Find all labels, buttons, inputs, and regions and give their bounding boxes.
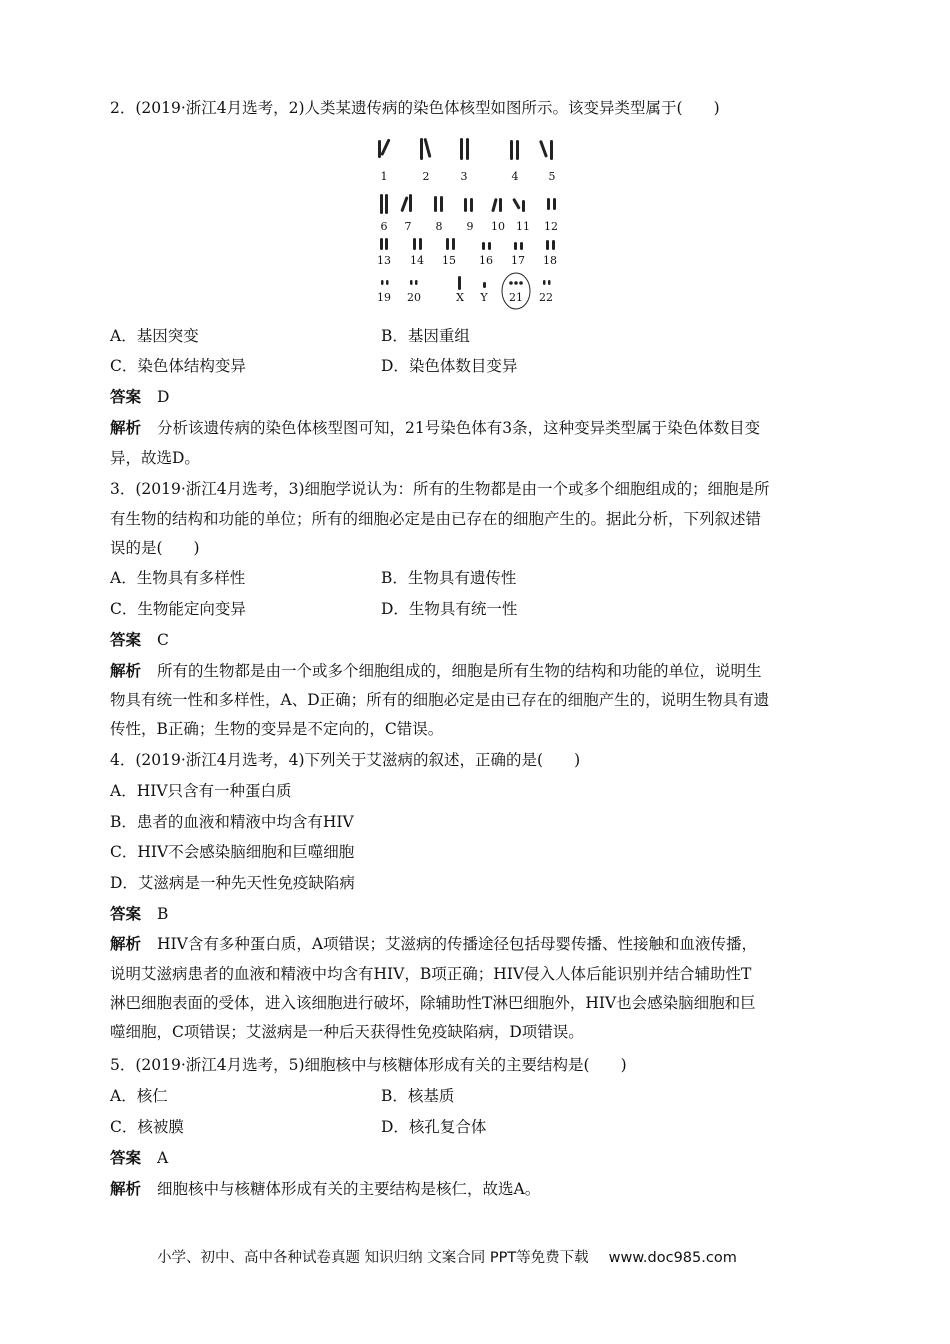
answer-value: D — [157, 388, 170, 406]
answer-label: 答案 — [110, 904, 142, 923]
q3-stem: 3．(2019·浙江4月选考，3)细胞学说认为：所有的生物都是由一个或多个细胞组成的；细胞是所 — [110, 480, 770, 498]
karyotype-label: 15 — [442, 254, 456, 267]
q5-answer — [110, 1148, 168, 1168]
q5-option-a: A．核仁 — [110, 1087, 168, 1105]
chromosome-row-3 — [380, 238, 555, 250]
karyotype-label: 5 — [548, 170, 556, 183]
karyotype-figure — [360, 130, 570, 310]
q4-option-d: D．艾滋病是一种先天性免疫缺陷病 — [110, 874, 355, 892]
answer-label: 答案 — [110, 630, 142, 649]
q4-analysis — [110, 934, 757, 954]
analysis-label: 解析 — [110, 418, 142, 437]
karyotype-label: 16 — [479, 254, 493, 267]
footer-text: 小学、初中、高中各种试卷真题 知识归纳 文案合同 PPT等免费下载 — [157, 1250, 589, 1266]
analysis-label: 解析 — [110, 934, 142, 953]
q2-option-c: C．染色体结构变异 — [110, 357, 246, 375]
analysis-text: 所有的生物都是由一个或多个细胞组成的，细胞是所有生物的结构和功能的单位，说明生 — [157, 662, 762, 680]
answer-value: A — [157, 1149, 169, 1167]
answer-label: 答案 — [110, 387, 142, 406]
q3-stem-cont: 误的是( ) — [110, 539, 200, 557]
karyotype-label: 21 — [509, 291, 523, 304]
answer-label: 答案 — [110, 1148, 142, 1167]
q4-option-b: B．患者的血液和精液中均含有HIV — [110, 813, 354, 831]
analysis-label: 解析 — [110, 1179, 142, 1198]
q3-stem-cont: 有生物的结构和功能的单位；所有的细胞必定是由已存在的细胞产生的。据此分析，下列叙述错 — [110, 510, 762, 528]
q4-option-a: A．HIV只含有一种蛋白质 — [110, 782, 292, 800]
analysis-label: 解析 — [110, 661, 142, 680]
q5-option-d: D．核孔复合体 — [381, 1118, 487, 1136]
q5-analysis — [110, 1179, 540, 1199]
q4-option-c: C．HIV不会感染脑细胞和巨噬细胞 — [110, 843, 355, 861]
q3-analysis-cont: 传性，B正确；生物的变异是不定向的，C错误。 — [110, 720, 444, 738]
karyotype-label: 7 — [404, 220, 412, 233]
karyotype-label: 2 — [422, 170, 430, 183]
analysis-text: HIV含有多种蛋白质，A项错误；艾滋病的传播途径包括母婴传播、性接触和血液传播， — [157, 935, 758, 953]
q3-analysis-cont: 物具有统一性和多样性，A、D正确；所有的细胞必定是由已存在的细胞产生的，说明生物具有遗 — [110, 691, 770, 709]
answer-value: C — [157, 631, 169, 649]
karyotype-label: 12 — [544, 220, 558, 233]
q4-analysis-cont: 噬细胞，C项错误；艾滋病是一种后天获得性免疫缺陷病，D项错误。 — [110, 1023, 584, 1041]
karyotype-label: 3 — [460, 170, 468, 183]
karyotype-label: Y — [480, 291, 488, 304]
q2-stem: 2．(2019·浙江4月选考，2)人类某遗传病的染色体核型如图所示。该变异类型属于( ) — [110, 99, 720, 117]
karyotype-label: 1 — [380, 170, 388, 183]
karyotype-label: 18 — [543, 254, 557, 267]
karyotype-label: 4 — [511, 170, 519, 183]
q3-analysis — [110, 661, 762, 681]
q4-answer — [110, 904, 168, 924]
analysis-text: 分析该遗传病的染色体核型图可知，21号染色体有3条，这种变异类型属于染色体数目变 — [157, 419, 761, 437]
q4-analysis-cont: 说明艾滋病患者的血液和精液中均含有HIV，B项正确；HIV侵入人体后能识别并结合辅助性T — [110, 965, 752, 983]
q3-option-a: A．生物具有多样性 — [110, 569, 246, 587]
q2-option-b: B．基因重组 — [381, 327, 470, 345]
q3-answer — [110, 630, 169, 650]
answer-value: B — [157, 905, 169, 923]
karyotype-label: 11 — [516, 220, 530, 233]
q4-stem: 4．(2019·浙江4月选考，4)下列关于艾滋病的叙述，正确的是( ) — [110, 751, 581, 769]
q5-option-b: B．核基质 — [381, 1087, 455, 1105]
karyotype-label: 8 — [435, 220, 443, 233]
karyotype-label: 14 — [410, 254, 424, 267]
q2-analysis — [110, 418, 760, 438]
karyotype-label: 6 — [380, 220, 388, 233]
karyotype-label: X — [456, 291, 464, 304]
q2-option-d: D．染色体数目变异 — [381, 357, 518, 375]
q2-analysis-cont: 异，故选D。 — [110, 449, 200, 467]
q2-answer — [110, 387, 169, 407]
q3-option-d: D．生物具有统一性 — [381, 600, 518, 618]
q5-option-c: C．核被膜 — [110, 1118, 184, 1136]
karyotype-label: 20 — [407, 291, 421, 304]
karyotype-label: 22 — [539, 291, 553, 304]
q3-option-b: B．生物具有遗传性 — [381, 569, 517, 587]
footer-url[interactable]: www.doc985.com — [608, 1250, 737, 1266]
karyotype-label: 10 — [491, 220, 505, 233]
karyotype-label: 17 — [511, 254, 525, 267]
karyotype-label: 9 — [466, 220, 474, 233]
q2-option-a: A．基因突变 — [110, 327, 199, 345]
chromosome-row-2 — [380, 194, 556, 214]
analysis-text: 细胞核中与核糖体形成有关的主要结构是核仁，故选A。 — [157, 1180, 541, 1198]
karyotype-label: 13 — [377, 254, 391, 267]
q4-analysis-cont: 淋巴细胞表面的受体，进入该细胞进行破坏，除辅助性T淋巴细胞外，HIV也会感染脑细胞和巨 — [110, 994, 756, 1012]
q3-option-c: C．生物能定向变异 — [110, 600, 246, 618]
page-footer — [157, 1246, 737, 1267]
q5-stem: 5．(2019·浙江4月选考，5)细胞核中与核糖体形成有关的主要结构是( ) — [110, 1056, 627, 1074]
karyotype-label: 19 — [377, 291, 391, 304]
chromosome-row-1 — [378, 138, 553, 160]
